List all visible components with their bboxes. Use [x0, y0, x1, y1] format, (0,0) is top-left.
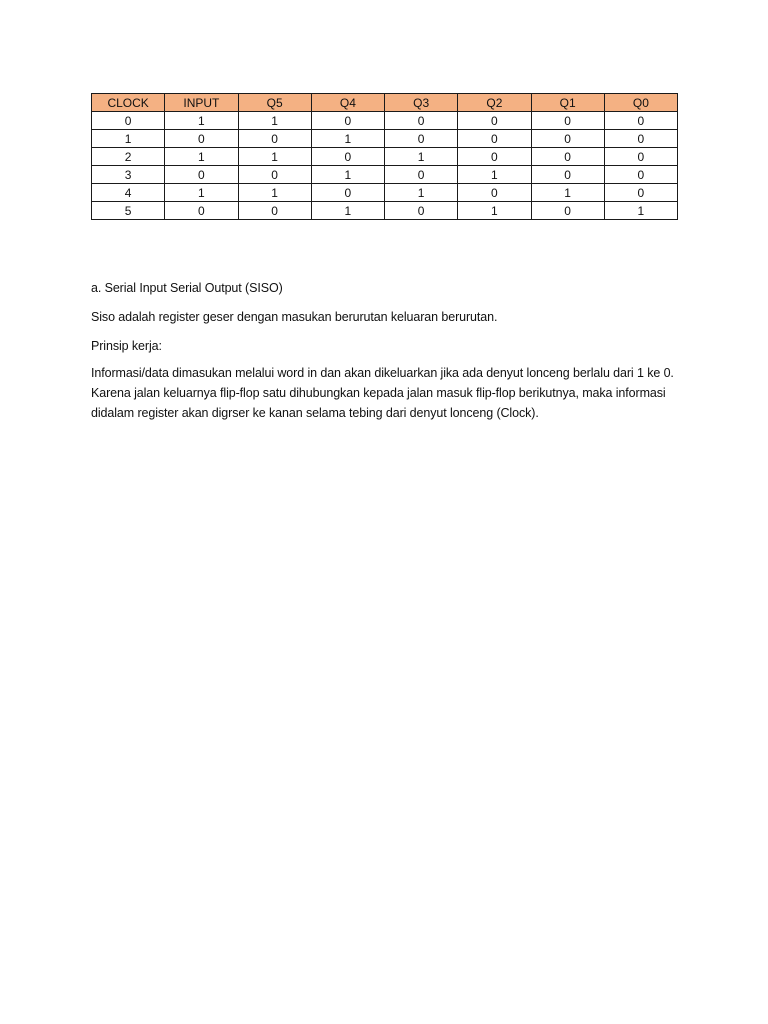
table-cell: 0 [458, 148, 531, 166]
principle-label: Prinsip kerja: [91, 339, 162, 353]
table-row [92, 202, 678, 220]
header-clock: CLOCK [92, 94, 165, 112]
table-cell: 1 [165, 112, 238, 130]
table-cell: 0 [385, 202, 458, 220]
table-cell: 1 [165, 184, 238, 202]
table-cell: 0 [165, 130, 238, 148]
table-cell: 0 [604, 184, 677, 202]
siso-heading: a. Serial Input Serial Output (SISO) [91, 281, 283, 295]
header-q3: Q3 [385, 94, 458, 112]
table-cell: 0 [311, 112, 384, 130]
table-cell: 1 [238, 184, 311, 202]
table-row [92, 130, 678, 148]
header-input: INPUT [165, 94, 238, 112]
table-cell: 0 [311, 184, 384, 202]
table-cell: 1 [311, 130, 384, 148]
table-cell: 0 [458, 184, 531, 202]
table-cell: 0 [531, 112, 604, 130]
table-cell: 0 [531, 130, 604, 148]
table-cell: 0 [604, 130, 677, 148]
table-row [92, 148, 678, 166]
header-q1: Q1 [531, 94, 604, 112]
header-q0: Q0 [604, 94, 677, 112]
table-row [92, 166, 678, 184]
table-cell: 1 [165, 148, 238, 166]
table-cell: 0 [531, 166, 604, 184]
table-cell: 0 [238, 166, 311, 184]
table-cell: 0 [604, 166, 677, 184]
table-cell: 3 [92, 166, 165, 184]
table-cell: 0 [604, 112, 677, 130]
table-cell: 5 [92, 202, 165, 220]
table-cell: 0 [238, 130, 311, 148]
table-cell: 0 [458, 130, 531, 148]
table-header-row [92, 94, 678, 112]
shift-register-table [91, 93, 678, 220]
header-q2: Q2 [458, 94, 531, 112]
table-cell: 0 [458, 112, 531, 130]
table-cell: 0 [165, 202, 238, 220]
table-cell: 1 [311, 166, 384, 184]
table-cell: 1 [238, 112, 311, 130]
header-q5: Q5 [238, 94, 311, 112]
table-cell: 1 [385, 148, 458, 166]
header-q4: Q4 [311, 94, 384, 112]
table-cell: 1 [238, 148, 311, 166]
table-cell: 1 [92, 130, 165, 148]
table-cell: 0 [92, 112, 165, 130]
table-cell: 0 [385, 130, 458, 148]
siso-definition: Siso adalah register geser dengan masukan berurutan keluaran berurutan. [91, 310, 498, 324]
table-cell: 0 [531, 148, 604, 166]
table-cell: 2 [92, 148, 165, 166]
table-row [92, 184, 678, 202]
table-cell: 4 [92, 184, 165, 202]
table-cell: 0 [165, 166, 238, 184]
table-cell: 1 [604, 202, 677, 220]
table-cell: 1 [311, 202, 384, 220]
table-cell: 0 [385, 166, 458, 184]
table-cell: 0 [385, 112, 458, 130]
table-cell: 0 [604, 148, 677, 166]
table-cell: 1 [531, 184, 604, 202]
principle-paragraph: Informasi/data dimasukan melalui word in dan akan dikeluarkan jika ada denyut lonceng berlalu dari 1 ke 0. Karena jalan keluarnya flip-flop satu dihubungkan kepada jalan masuk flip-flop berikutnya, maka informasi didalam register akan digrser ke kanan selama tebing dari denyut lonceng (Clock). [91, 366, 674, 420]
table-cell: 1 [458, 166, 531, 184]
table-cell: 0 [311, 148, 384, 166]
table-row [92, 112, 678, 130]
table-cell: 1 [458, 202, 531, 220]
table-cell: 0 [238, 202, 311, 220]
table-cell: 0 [531, 202, 604, 220]
table-cell: 1 [385, 184, 458, 202]
